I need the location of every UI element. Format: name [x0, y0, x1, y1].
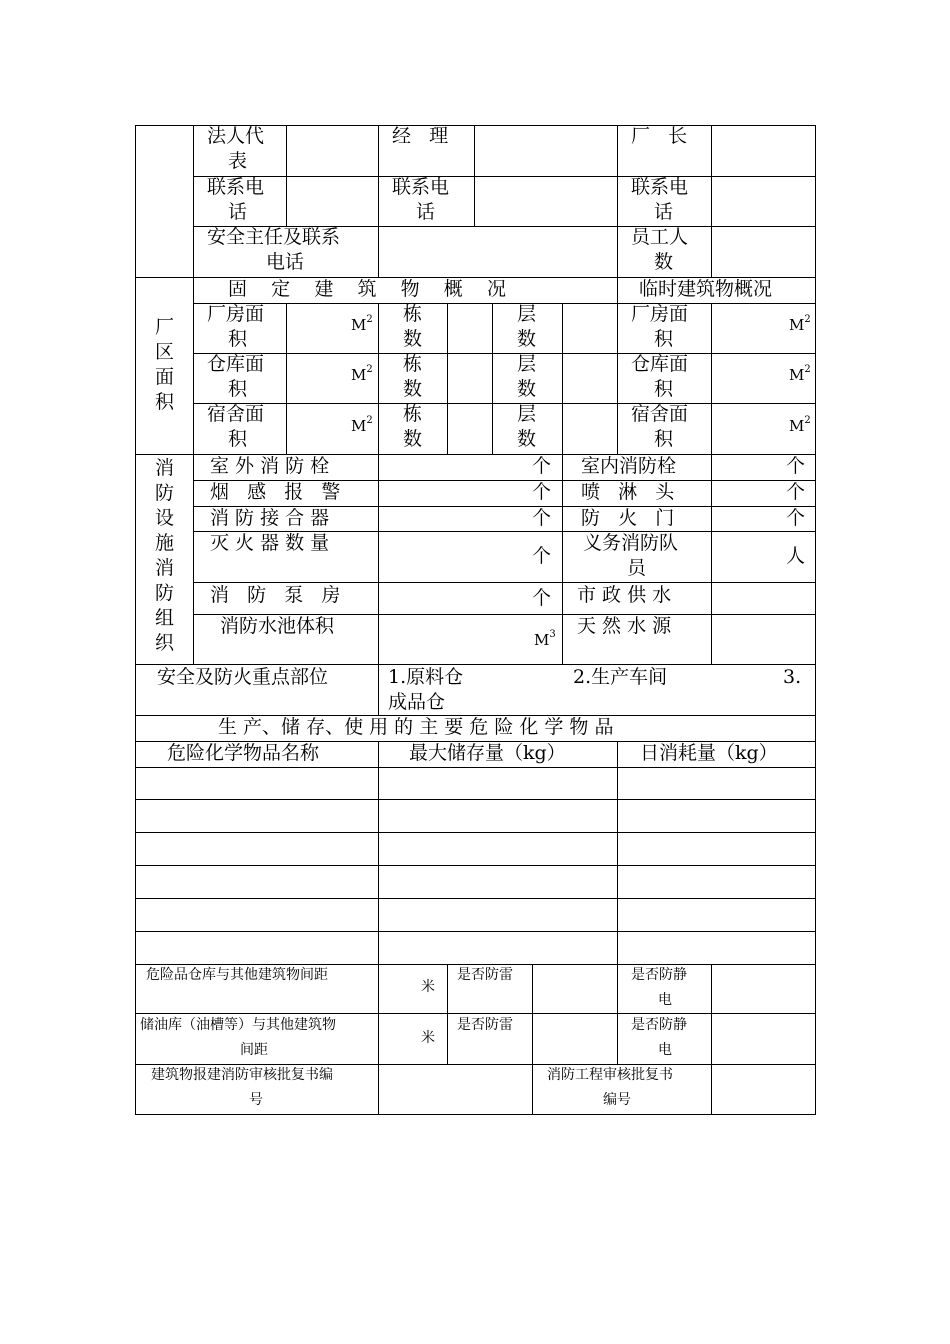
temp-dorm-area-label-1: 宿舍面 — [631, 403, 689, 425]
fire-section-label-8: 织 — [155, 632, 175, 654]
temp-factory-area-label-1: 厂房面 — [631, 303, 689, 325]
floors-label-2: 数 — [517, 378, 537, 400]
fire-section-label-4: 施 — [155, 532, 175, 554]
col-daily-consumption: 日消耗量（kg） — [640, 742, 778, 764]
legal-rep-label-2: 表 — [228, 150, 248, 172]
fixed-buildings-title: 固 定 建 筑 物 概 况 — [228, 278, 506, 300]
factory-area-label-1: 厂房面 — [207, 303, 265, 325]
temp-warehouse-area-label-2: 积 — [654, 378, 674, 400]
phone-label-2b: 话 — [416, 201, 436, 223]
natural-water-label: 天 然 水 源 — [577, 615, 672, 637]
pump-room-label: 消 防 泵 房 — [210, 584, 341, 606]
unit-ge: 个 — [532, 507, 552, 529]
warehouse-distance-label: 危险品仓库与其他建筑物间距 — [146, 967, 328, 983]
smoke-alarm-label: 烟 感 报 警 — [210, 481, 341, 503]
floors-label-1: 层 — [517, 403, 537, 425]
legal-rep-label-1: 法人代 — [207, 125, 265, 147]
phone-label-3b: 话 — [654, 201, 674, 223]
area-section-label-3: 面 — [155, 366, 175, 388]
meter-unit: 米 — [421, 979, 435, 995]
lightning-protection-label: 是否防雷 — [457, 1017, 513, 1033]
key-part-2: 2.生产车间 — [573, 666, 668, 688]
warehouse-area-label-2: 积 — [228, 378, 248, 400]
buildings-label-2: 数 — [403, 428, 423, 450]
fire-section-label-7: 组 — [155, 607, 175, 629]
floors-label-2: 数 — [517, 428, 537, 450]
buildings-label-2: 数 — [403, 378, 423, 400]
fire-engineering-approval-label-1: 消防工程审核批复书 — [547, 1067, 673, 1083]
temp-factory-area-label-2: 积 — [654, 328, 674, 350]
phone-label-2a: 联系电 — [392, 176, 450, 198]
key-part-3-number: 3. — [783, 666, 802, 688]
volunteer-label-2: 员 — [627, 557, 647, 579]
dorm-area-label-2: 积 — [228, 428, 248, 450]
unit-ge: 个 — [532, 481, 552, 503]
building-approval-label-1: 建筑物报建消防审核批复书编 — [151, 1067, 333, 1083]
static-protection-label-1: 是否防静 — [631, 1017, 687, 1033]
pool-unit-m3: $M^3$ — [534, 629, 556, 649]
unit-ge: 个 — [532, 545, 552, 567]
temp-buildings-title: 临时建筑物概况 — [639, 278, 773, 300]
unit-ge: 个 — [786, 455, 806, 477]
fire-section-label-5: 消 — [155, 557, 175, 579]
building-approval-label-2: 号 — [249, 1092, 263, 1108]
floors-label-1: 层 — [517, 303, 537, 325]
volunteer-label-1: 义务消防队 — [583, 532, 679, 554]
chemicals-title: 生 产、储 存、使 用 的 主 要 危 险 化 学 物 品 — [218, 716, 614, 738]
unit-ren: 人 — [786, 545, 806, 567]
temp-dorm-area-label-2: 积 — [654, 428, 674, 450]
factory-area-label-2: 积 — [228, 328, 248, 350]
area-section-label-2: 区 — [155, 341, 175, 363]
floors-label-2: 数 — [517, 328, 537, 350]
fire-section-label-2: 防 — [155, 482, 175, 504]
key-part-3-text: 成品仓 — [388, 691, 446, 713]
lightning-protection-label: 是否防雷 — [457, 967, 513, 983]
floors-label-1: 层 — [517, 353, 537, 375]
meter-unit: 米 — [421, 1030, 435, 1046]
static-protection-label-2: 电 — [658, 992, 672, 1008]
oil-depot-distance-label-1: 储油库（油槽等）与其他建筑物 — [140, 1017, 336, 1033]
fire-section-label-3: 设 — [155, 507, 175, 529]
area-unit-m2: $M^2$ — [789, 415, 811, 435]
fire-connector-label: 消 防 接 合 器 — [210, 507, 330, 529]
buildings-label-2: 数 — [403, 328, 423, 350]
factory-head-label: 厂 长 — [631, 125, 688, 147]
static-protection-label-1: 是否防静 — [631, 967, 687, 983]
unit-ge: 个 — [786, 507, 806, 529]
fire-engineering-approval-label-2: 编号 — [603, 1092, 631, 1108]
buildings-label-1: 栋 — [403, 303, 423, 325]
col-max-storage: 最大储存量（kg） — [409, 742, 566, 764]
dorm-area-label-1: 宿舍面 — [207, 403, 265, 425]
area-section-label-4: 积 — [155, 391, 175, 413]
manager-label: 经 理 — [392, 125, 449, 147]
outdoor-hydrant-label: 室 外 消 防 栓 — [210, 455, 330, 477]
phone-label-3a: 联系电 — [631, 176, 689, 198]
static-protection-label-2: 电 — [658, 1042, 672, 1058]
area-section-label-1: 厂 — [155, 316, 175, 338]
warehouse-area-label-1: 仓库面 — [207, 353, 265, 375]
key-parts-label: 安全及防火重点部位 — [157, 666, 329, 688]
area-unit-m2: $M^2$ — [789, 314, 811, 334]
pool-volume-label: 消防水池体积 — [220, 615, 335, 637]
area-unit-m2: $M^2$ — [351, 364, 373, 384]
temp-warehouse-area-label-1: 仓库面 — [631, 353, 689, 375]
buildings-label-1: 栋 — [403, 403, 423, 425]
oil-depot-distance-label-2: 间距 — [240, 1042, 268, 1058]
col-chemical-name: 危险化学物品名称 — [167, 742, 320, 764]
safety-director-label-2: 电话 — [266, 251, 305, 273]
fire-section-label-1: 消 — [155, 457, 175, 479]
area-unit-m2: $M^2$ — [351, 415, 373, 435]
fire-door-label: 防 火 门 — [581, 507, 675, 529]
unit-ge: 个 — [532, 455, 552, 477]
staff-count-label-1: 员工人 — [631, 226, 689, 248]
area-unit-m2: $M^2$ — [789, 364, 811, 384]
safety-director-label-1: 安全主任及联系 — [207, 226, 341, 248]
sprinkler-label: 喷 淋 头 — [581, 481, 675, 503]
municipal-water-label: 市 政 供 水 — [577, 584, 672, 606]
unit-ge: 个 — [532, 587, 552, 609]
key-part-1: 1.原料仓 — [388, 666, 464, 688]
buildings-label-1: 栋 — [403, 353, 423, 375]
extinguisher-count-label: 灭 火 器 数 量 — [210, 532, 330, 554]
unit-ge: 个 — [786, 481, 806, 503]
phone-label-1a: 联系电 — [207, 176, 265, 198]
phone-label-1b: 话 — [228, 201, 248, 223]
area-unit-m2: $M^2$ — [351, 314, 373, 334]
indoor-hydrant-label: 室内消防栓 — [581, 455, 677, 477]
fire-section-label-6: 防 — [155, 582, 175, 604]
staff-count-label-2: 数 — [654, 251, 674, 273]
